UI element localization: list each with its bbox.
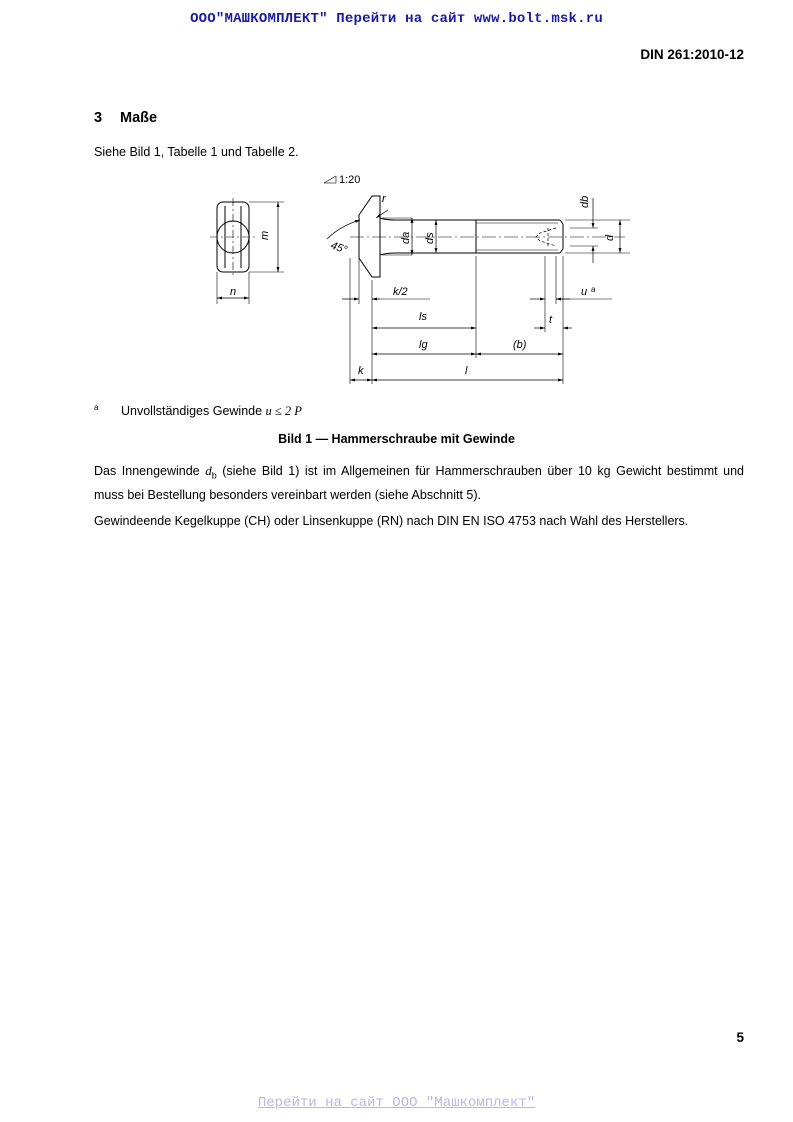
header-site-link[interactable]: ООО"МАШКОМПЛЕКТ" Перейти на сайт www.bolt.msk.ru xyxy=(190,11,603,27)
label-r: r xyxy=(382,193,386,205)
symbol-sub-b: b xyxy=(211,470,217,481)
label-d: d xyxy=(604,234,616,241)
label-u: u xyxy=(581,286,588,298)
document-id: DIN 261:2010-12 xyxy=(640,47,744,62)
innengewinde-text-end: (siehe Bild 1) ist im Allgemeinen für Hammerschrauben über 10 kg Gewicht bestimmt und muss bei Bestellung besonders vereinbart werden (siehe Abschnitt 5). xyxy=(94,464,744,502)
figure-footnote xyxy=(94,403,302,419)
label-u-note: a xyxy=(591,285,596,294)
label-angle: 45° xyxy=(328,239,349,257)
label-ds: ds xyxy=(424,232,436,244)
intro-paragraph: Siehe Bild 1, Tabelle 1 und Tabelle 2. xyxy=(94,145,299,159)
footnote-text: Unvollständiges Gewinde xyxy=(121,404,266,419)
label-lg: lg xyxy=(419,339,428,351)
label-ls: ls xyxy=(419,311,427,323)
label-k-half: k/2 xyxy=(393,286,408,298)
head-top-view xyxy=(210,198,284,304)
figure-caption: Bild 1 — Hammerschraube mit Gewinde xyxy=(278,432,515,446)
label-k: k xyxy=(358,365,364,377)
section-heading xyxy=(94,110,157,126)
label-da: da xyxy=(400,231,412,244)
page-number: 5 xyxy=(736,1030,744,1045)
label-taper: 1:20 xyxy=(339,174,361,186)
section-title: Maße xyxy=(120,110,158,126)
footnote-formula: u ≤ 2 P xyxy=(265,404,302,419)
footnote-mark: a xyxy=(94,403,99,412)
label-m: m xyxy=(259,230,271,240)
symbol-d: d xyxy=(205,463,212,478)
paragraph-kuppe: Gewindeende Kegelkuppe (CH) oder Linsenkuppe (RN) nach DIN EN ISO 4753 nach Wahl des Herstellers. xyxy=(94,514,689,528)
footer-site-link[interactable]: Перейти на сайт ООО "Машкомплект" xyxy=(257,1095,536,1111)
label-n: n xyxy=(230,286,237,298)
label-db: db xyxy=(579,195,591,208)
section-number: 3 xyxy=(94,110,103,126)
hammer-screw-drawing xyxy=(200,168,640,394)
innengewinde-text-start: Das Innengewinde xyxy=(94,464,206,478)
label-t: t xyxy=(549,314,553,326)
label-b: (b) xyxy=(513,339,527,351)
paragraph-innengewinde xyxy=(94,461,744,505)
label-l: l xyxy=(465,365,468,377)
